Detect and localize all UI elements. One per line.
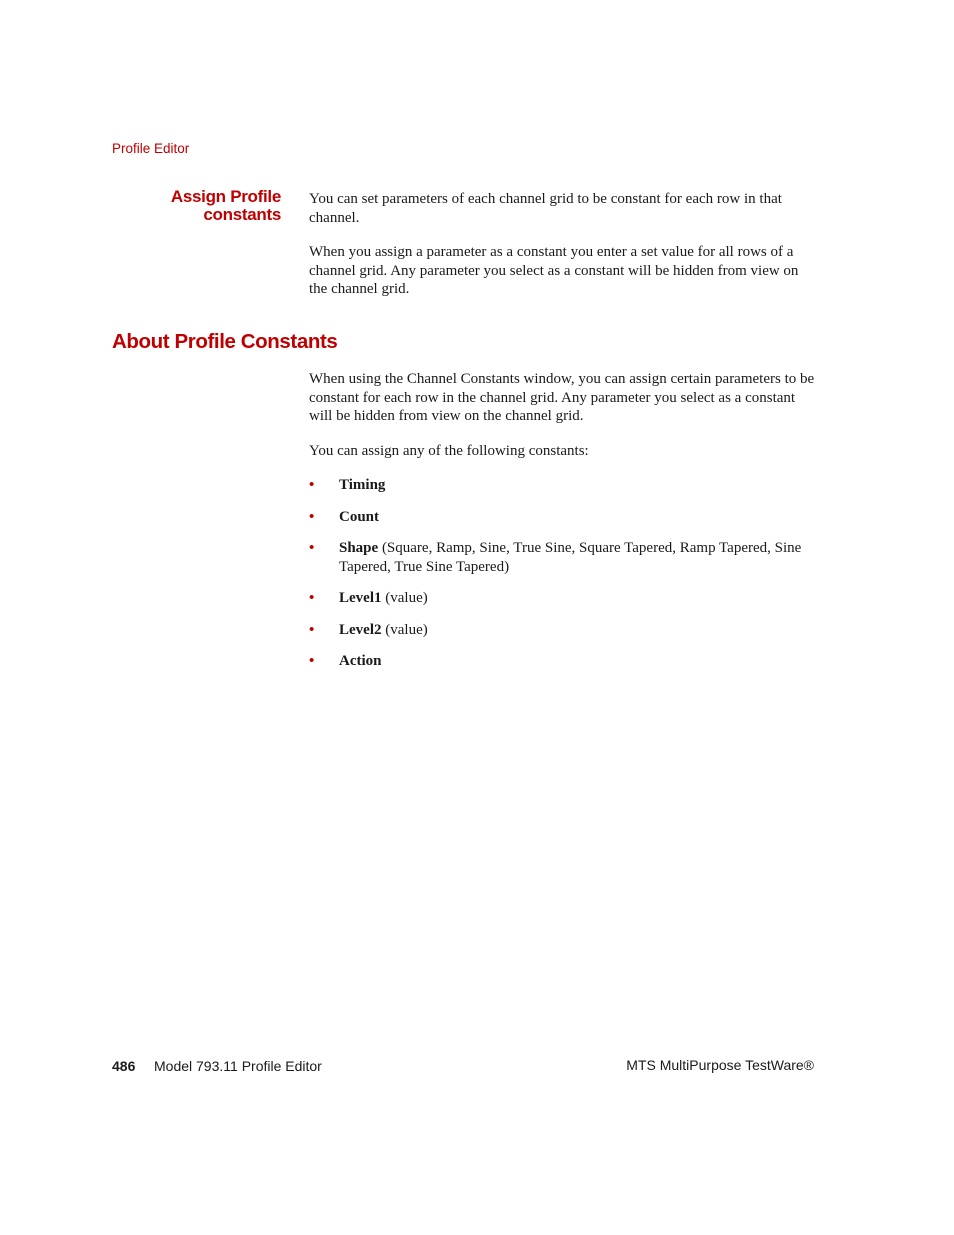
list-item-detail: (value) — [381, 590, 428, 606]
bullet-icon: • — [309, 540, 315, 556]
footer-doc-title: Model 793.11 Profile Editor — [154, 1058, 322, 1074]
footer-product-name: MTS MultiPurpose TestWare® — [626, 1057, 814, 1073]
list-item-term: Count — [339, 508, 380, 525]
assign-paragraph-2: When you assign a parameter as a constant you enter a set value for all rows of a channel grid. Any parameter you select as a constant will be hidden from view on the channel grid. — [309, 244, 799, 297]
constants-list — [309, 476, 819, 684]
list-item-detail: (value) — [381, 621, 428, 638]
list-item-term: Shape — [339, 540, 379, 556]
list-item-term: Level2 — [339, 621, 382, 638]
running-header: Profile Editor — [112, 141, 190, 156]
about-profile-constants-heading: About Profile Constants — [112, 330, 338, 353]
about-paragraph-1: When using the Channel Constants window, you can assign certain parameters to be constant for each row in the channel grid. Any parameter you select as a constant will be hidden from view on the channel grid. — [309, 371, 815, 424]
page-number: 486 — [112, 1058, 136, 1074]
list-item — [309, 621, 819, 640]
list-item — [309, 508, 819, 527]
about-paragraph-2: You can assign any of the following constants: — [309, 443, 589, 459]
assign-profile-constants-heading — [81, 188, 281, 224]
heading-line-2: constants — [203, 205, 281, 224]
bullet-icon: • — [309, 621, 315, 638]
bullet-icon: • — [309, 477, 315, 493]
list-item-term: Level1 — [339, 590, 382, 606]
list-item-term: Action — [339, 653, 382, 669]
list-item — [309, 589, 819, 608]
list-item — [309, 539, 819, 576]
list-item-term: Timing — [339, 477, 386, 493]
list-item — [309, 476, 819, 495]
assign-paragraph-1: You can set parameters of each channel grid to be constant for each row in that channel. — [309, 191, 782, 226]
list-item-detail: (Square, Ramp, Sine, True Sine, Square Tapered, Ramp Tapered, Sine Tapered, True Sine Tapered) — [339, 540, 802, 575]
heading-line-1: Assign Profile — [170, 187, 281, 206]
bullet-icon: • — [309, 590, 315, 606]
list-item — [309, 652, 819, 671]
bullet-icon: • — [309, 508, 315, 525]
bullet-icon: • — [309, 653, 315, 669]
